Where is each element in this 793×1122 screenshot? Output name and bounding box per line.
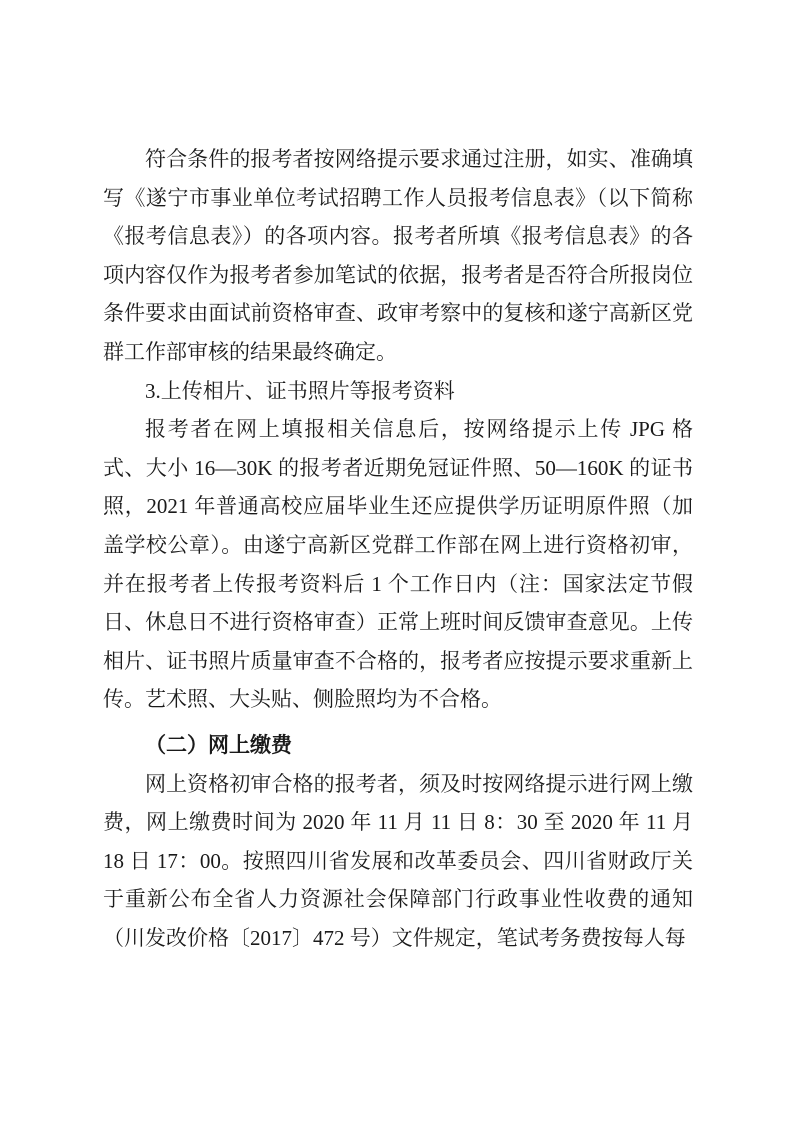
paragraph-payment-details: 网上资格初审合格的报考者，须及时按网络提示进行网上缴费，网上缴费时间为 2020 年 11 月 11 日 8：30 至 2020 年 11 月 18 日 17：00。按照四川省发展和改革委员会、四川省财政厅关于重新公布全省人力资源社会保障部门行政事业性收费的通知（川发改价格〔2017〕472 号）文件规定，笔试考务费按每人每 — [103, 771, 693, 950]
heading-upload-photo-materials: 3.上传相片、证书照片等报考资料 — [145, 378, 455, 403]
paragraph-upload-requirements: 报考者在网上填报相关信息后，按网络提示上传 JPG 格式、大小 16—30K 的报考者近期免冠证件照、50—160K 的证书照，2021 年普通高校应届毕业生还应提供学历证明原件照（加盖学校公章）。由遂宁高新区党群工作部在网上进行资格初审，并在报考者上传报考资料后 1 个工作日内（注：国家法定节假日、休息日不进行资格审查）正常上班时间反馈审查意见。上传相片、证书照片质量审查不合格的，报考者应按提示要求重新上传。艺术照、大头贴、侧脸照均为不合格。 — [103, 417, 693, 712]
paragraph-registration-form-info: 符合条件的报考者按网络提示要求通过注册，如实、准确填写《遂宁市事业单位考试招聘工作人员报考信息表》（以下简称《报考信息表》）的各项内容。报考者所填《报考信息表》的各项内容仅作为报考者参加笔试的依据，报考者是否符合所报岗位条件要求由面试前资格审查、政审考察中的复核和遂宁高新区党群工作部审核的结果最终确定。 — [103, 147, 693, 364]
heading-online-payment: （二）网上缴费 — [145, 732, 292, 757]
document-page — [103, 140, 693, 957]
